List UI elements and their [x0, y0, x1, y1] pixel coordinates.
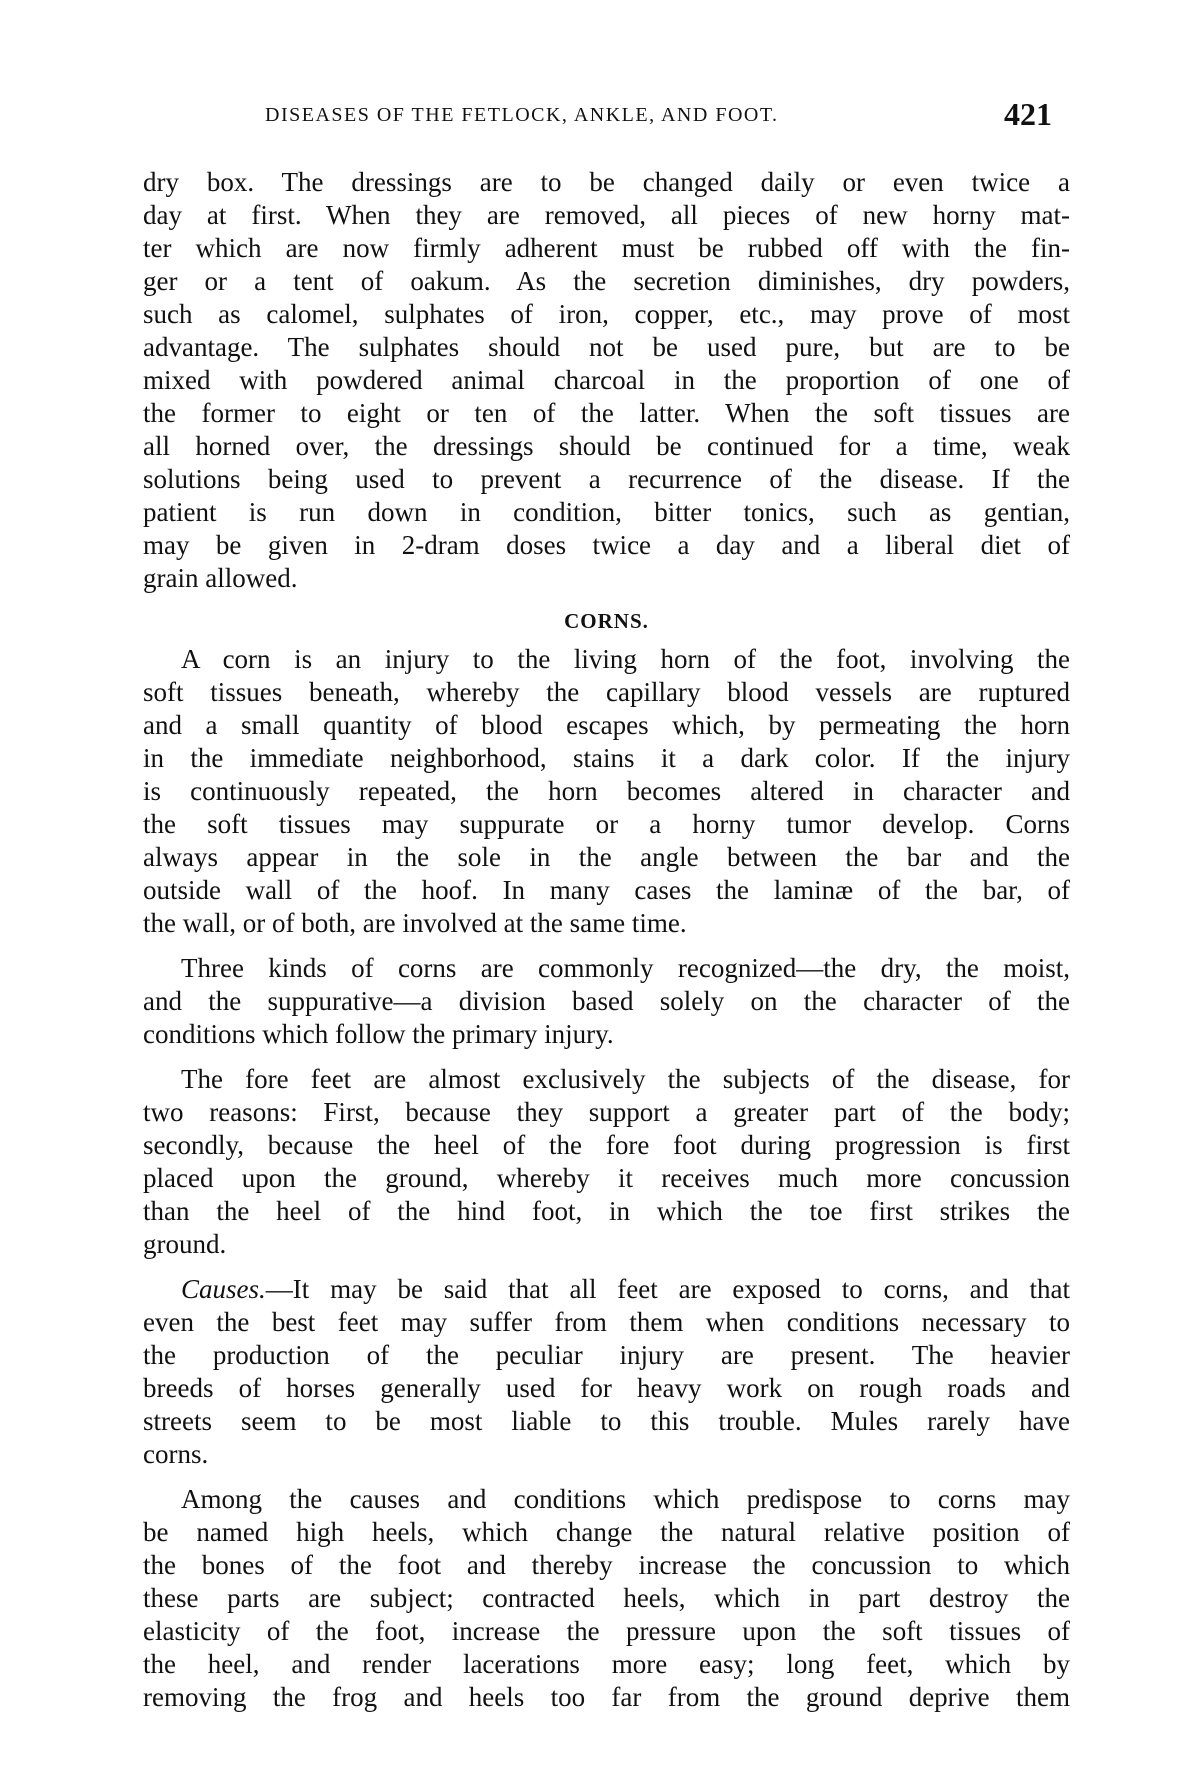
- text-line: Among the causes and conditions which predispose to corns may: [181, 1484, 1070, 1514]
- text-line: the former to eight or ten of the latter. When the soft tissues are: [143, 398, 1070, 428]
- text-line: day at first. When they are removed, all pieces of new horny mat-: [143, 200, 1070, 230]
- text-line: two reasons: First, because they support a greater part of the body;: [143, 1097, 1070, 1127]
- text-line: may be given in 2-dram doses twice a day and a liberal diet of: [143, 530, 1070, 560]
- text-line: removing the frog and heels too far from the ground deprive them: [143, 1682, 1070, 1712]
- text-line: [143, 1273, 1070, 1306]
- text-line: corns.: [143, 1439, 209, 1469]
- text-line: mixed with powdered animal charcoal in the proportion of one of: [143, 365, 1070, 395]
- text-line: such as calomel, sulphates of iron, copper, etc., may prove of most: [143, 299, 1070, 329]
- text-line: the heel, and render lacerations more easy; long feet, which by: [143, 1649, 1070, 1679]
- text-line: grain allowed.: [143, 563, 298, 593]
- text-line: advantage. The sulphates should not be used pure, but are to be: [143, 332, 1070, 362]
- text-line: patient is run down in condition, bitter tonics, such as gentian,: [143, 497, 1070, 527]
- text-line: soft tissues beneath, whereby the capillary blood vessels are ruptured: [143, 677, 1070, 707]
- causes-label: Causes.: [181, 1274, 266, 1304]
- text-line: breeds of horses generally used for heavy work on rough roads and: [143, 1373, 1070, 1403]
- text-line: conditions which follow the primary injury.: [143, 1019, 614, 1049]
- text-line: solutions being used to prevent a recurrence of the disease. If the: [143, 464, 1070, 494]
- text-line: placed upon the ground, whereby it receives much more concussion: [143, 1163, 1070, 1193]
- running-title: DISEASES OF THE FETLOCK, ANKLE, AND FOOT.: [265, 104, 779, 126]
- paragraph-causes: [143, 1273, 1070, 1471]
- text-line: the wall, or of both, are involved at the same time.: [143, 908, 687, 938]
- text-line: elasticity of the foot, increase the pressure upon the soft tissues of: [143, 1616, 1070, 1646]
- text-line: than the heel of the hind foot, in which the toe first strikes the: [143, 1196, 1070, 1226]
- text-line: all horned over, the dressings should be continued for a time, weak: [143, 431, 1070, 461]
- text-line: Three kinds of corns are commonly recognized—the dry, the moist,: [181, 953, 1070, 983]
- section-heading: CORNS.: [564, 609, 649, 633]
- text-line: ter which are now firmly adherent must be rubbed off with the fin-: [143, 233, 1070, 263]
- text-line: the production of the peculiar injury are present. The heavier: [143, 1340, 1070, 1370]
- text-line: be named high heels, which change the natural relative position of: [143, 1517, 1070, 1547]
- paragraph-predisposing-causes: [143, 1483, 1070, 1714]
- text-line: the soft tissues may suppurate or a horny tumor develop. Corns: [143, 809, 1070, 839]
- text-line: dry box. The dressings are to be changed daily or even twice a: [143, 167, 1070, 197]
- paragraph-kinds-of-corns: [143, 952, 1070, 1051]
- text-line: and the suppurative—a division based solely on the character of the: [143, 986, 1070, 1016]
- paragraph-dressings: [143, 166, 1070, 595]
- page-number: 421: [1004, 96, 1052, 132]
- page-body: [143, 166, 1070, 1714]
- text-line: the bones of the foot and thereby increase the concussion to which: [143, 1550, 1070, 1580]
- paragraph-corn-definition: [143, 643, 1070, 940]
- text-line: these parts are subject; contracted heels, which in part destroy the: [143, 1583, 1070, 1613]
- text-line: always appear in the sole in the angle between the bar and the: [143, 842, 1070, 872]
- text-line: secondly, because the heel of the fore foot during progression is first: [143, 1130, 1070, 1160]
- paragraph-fore-feet: [143, 1063, 1070, 1261]
- text-line: A corn is an injury to the living horn of the foot, involving the: [181, 644, 1070, 674]
- line-text: —It may be said that all feet are exposed to corns, and that: [265, 1274, 1070, 1304]
- text-line: even the best feet may suffer from them when conditions necessary to: [143, 1307, 1070, 1337]
- text-line: streets seem to be most liable to this trouble. Mules rarely have: [143, 1406, 1070, 1436]
- text-line: outside wall of the hoof. In many cases the laminæ of the bar, of: [143, 875, 1070, 905]
- text-line: and a small quantity of blood escapes which, by permeating the horn: [143, 710, 1070, 740]
- text-line: in the immediate neighborhood, stains it a dark color. If the injury: [143, 743, 1070, 773]
- text-line: ger or a tent of oakum. As the secretion diminishes, dry powders,: [143, 266, 1070, 296]
- text-line: is continuously repeated, the horn becomes altered in character and: [143, 776, 1070, 806]
- text-line: The fore feet are almost exclusively the subjects of the disease, for: [181, 1064, 1070, 1094]
- text-line: ground.: [143, 1229, 227, 1259]
